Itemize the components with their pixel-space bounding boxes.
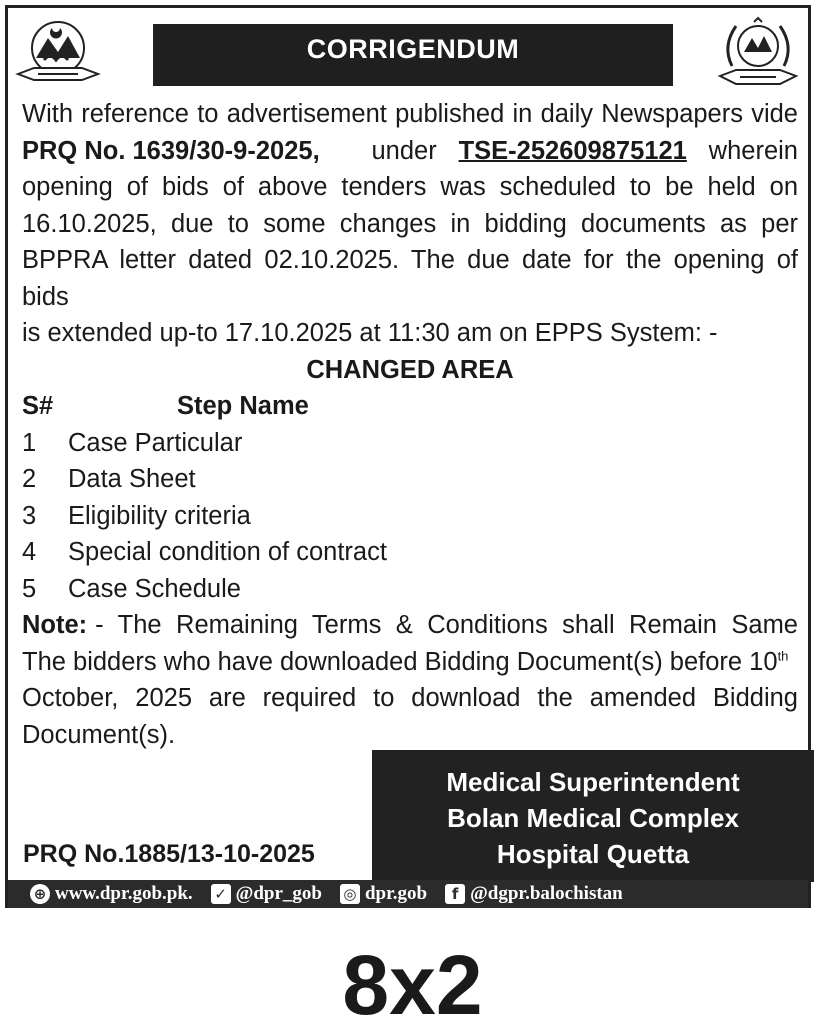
body-line-6: is extended up-to 17.10.2025 at 11:30 am on EPPS System: - bbox=[22, 319, 718, 347]
ordinal-suffix: th bbox=[777, 648, 789, 663]
step-name: Special condition of contract bbox=[68, 538, 387, 566]
government-seal-icon bbox=[714, 16, 802, 92]
note-line-3: October, 2025 are required to download the amended Bidding bbox=[22, 684, 798, 712]
body-line-5: BPPRA letter dated 02.10.2025. The due date for the opening of bids bbox=[22, 246, 798, 311]
note-line-1 bbox=[22, 607, 798, 644]
footer-twitter[interactable] bbox=[211, 883, 322, 905]
step-row bbox=[22, 461, 798, 498]
balochistan-emblem-icon bbox=[14, 16, 102, 92]
step-name: Data Sheet bbox=[68, 465, 196, 493]
corrigendum-title: CORRIGENDUM bbox=[153, 24, 673, 86]
twitter-icon: ✓ bbox=[211, 884, 231, 904]
step-name-header: Step Name bbox=[177, 392, 309, 420]
step-row bbox=[22, 534, 798, 571]
step-number: 1 bbox=[22, 428, 37, 457]
step-name: Case Particular bbox=[68, 428, 243, 457]
advertisement-frame bbox=[5, 5, 811, 908]
under-text: under bbox=[371, 136, 437, 165]
note-line-2 bbox=[22, 644, 798, 681]
signature-line-2: Bolan Medical Complex bbox=[447, 803, 739, 833]
globe-icon: ⊕ bbox=[30, 884, 50, 904]
body-line-4: 16.10.2025, due to some changes in bidding documents as per bbox=[22, 209, 798, 238]
body-line-2 bbox=[22, 133, 798, 170]
step-name: Case Schedule bbox=[68, 574, 241, 603]
note-line-2-text: The bidders who have downloaded Bidding Document(s) before 10 bbox=[22, 647, 778, 676]
instagram-icon: ◎ bbox=[340, 884, 360, 904]
note-label: Note: bbox=[22, 611, 88, 639]
footer-website[interactable] bbox=[30, 883, 193, 905]
corrigendum-body bbox=[22, 96, 798, 753]
signature-line-3: Hospital Quetta bbox=[496, 839, 690, 869]
wherein-text: wherein bbox=[708, 136, 798, 165]
body-line-3: opening of bids of above tenders was scheduled to be held on bbox=[22, 173, 798, 201]
ad-size-label: 8x2 bbox=[342, 938, 483, 1032]
signature-line-1: Medical Superintendent bbox=[446, 767, 740, 797]
step-number: 3 bbox=[22, 501, 37, 530]
body-line-1: With reference to advertisement published in daily Newspapers vide bbox=[22, 100, 798, 128]
note-text: - The Remaining Terms & Conditions shall Remain Same bbox=[95, 611, 798, 639]
step-row bbox=[22, 571, 798, 608]
prq-number-bottom: PRQ No.1885/13-10-2025 bbox=[23, 840, 315, 868]
sno-header: S# bbox=[22, 392, 54, 420]
changed-area-heading: CHANGED AREA bbox=[306, 355, 514, 384]
facebook-icon: f bbox=[445, 884, 465, 904]
step-number: 2 bbox=[22, 465, 37, 493]
step-row bbox=[22, 425, 798, 462]
facebook-text: @dgpr.balochistan bbox=[470, 883, 623, 904]
footer-instagram[interactable] bbox=[340, 883, 427, 905]
prq-reference: PRQ No. 1639/30-9-2025, bbox=[22, 136, 320, 165]
footer-bar bbox=[8, 880, 808, 908]
signature-block bbox=[372, 750, 814, 882]
instagram-text: dpr.gob bbox=[364, 883, 428, 904]
tse-number: TSE-252609875121 bbox=[458, 136, 687, 165]
footer-facebook[interactable] bbox=[445, 883, 623, 905]
twitter-text: @dpr_gob bbox=[235, 883, 322, 904]
step-number: 4 bbox=[22, 538, 37, 566]
step-number: 5 bbox=[22, 574, 37, 603]
note-line-4: Document(s). bbox=[22, 720, 176, 749]
website-text: www.dpr.gob.pk. bbox=[55, 883, 193, 904]
step-row bbox=[22, 498, 798, 535]
step-name: Eligibility criteria bbox=[68, 501, 251, 530]
steps-header bbox=[22, 388, 798, 425]
